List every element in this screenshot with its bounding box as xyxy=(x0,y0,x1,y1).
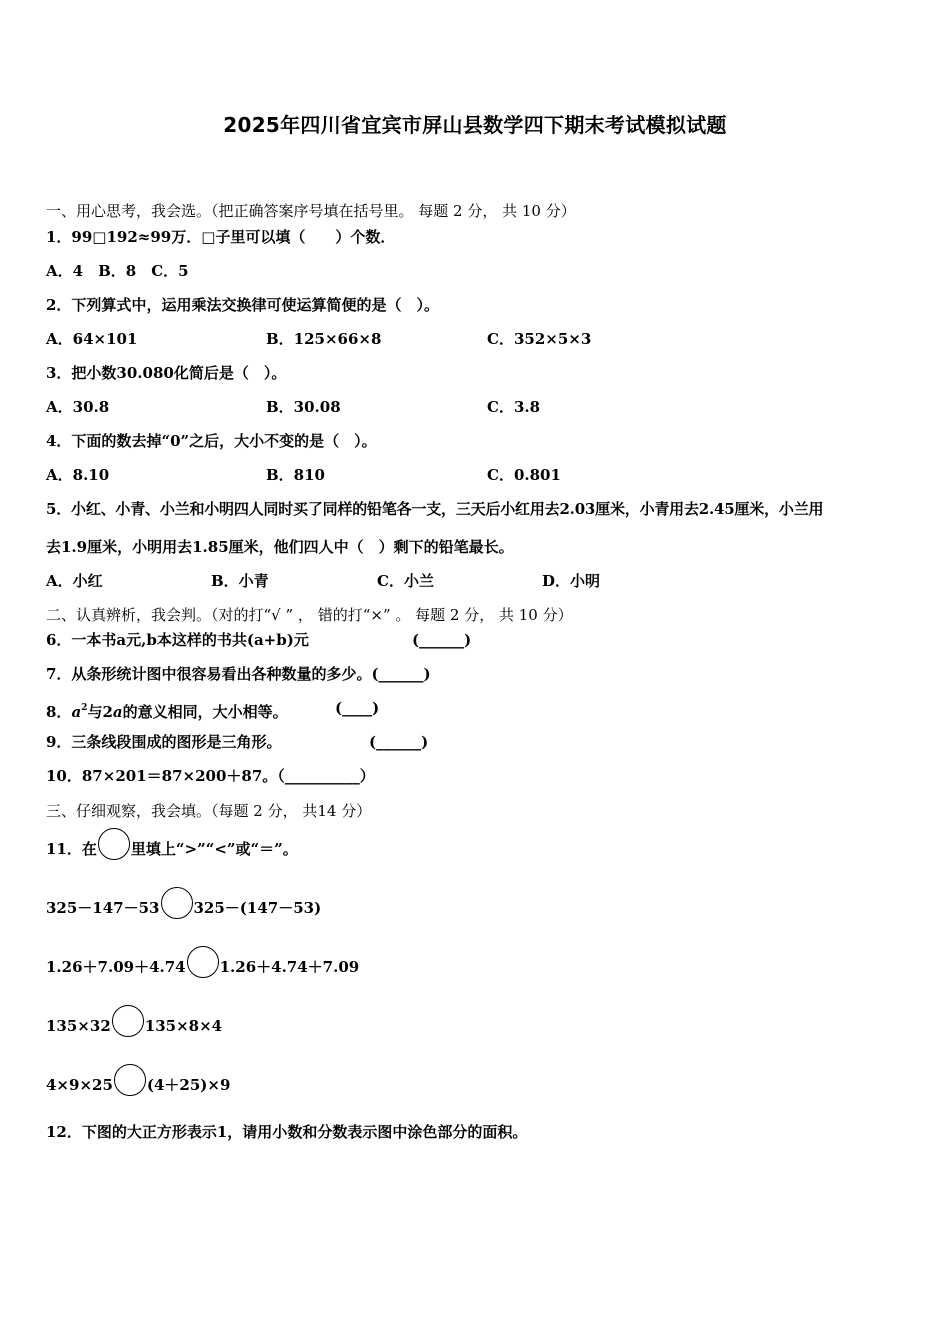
question-7-text: 7．从条形统计图中很容易看出各种数量的多少。(______) xyxy=(46,665,431,683)
question-3-text: 3．把小数30.080化简后是（ ）。 xyxy=(46,364,287,382)
question-11-prefix: 11．在 xyxy=(46,840,97,858)
comparison-right: 325－(147－53) xyxy=(193,899,322,917)
comparison-row-3 xyxy=(46,997,222,1037)
answer-circle[interactable] xyxy=(161,887,193,919)
section-1-heading: 一、用心思考，我会选。（把正确答案序号填在括号里。 每题 2 分， 共 10 分） xyxy=(46,202,576,220)
page-title: 2025年四川省宜宾市屏山县数学四下期末考试模拟试题 xyxy=(223,113,727,137)
question-4-text: 4．下面的数去掉“0”之后，大小不变的是（ ）。 xyxy=(46,432,377,450)
section-2-heading: 二、认真辨析，我会判。（对的打“√ ” ， 错的打“×” 。 每题 2 分， 共 10 分） xyxy=(46,606,573,624)
question-5-option-c: C．小兰 xyxy=(377,572,434,590)
question-4-option-c: C．0.801 xyxy=(487,466,561,484)
question-2-option-c: C．352×5×3 xyxy=(487,330,592,348)
question-2-option-a: A．64×101 xyxy=(46,330,138,348)
variable-a: a xyxy=(71,703,82,721)
comparison-row-4 xyxy=(46,1056,230,1096)
question-3-option-b: B．30.08 xyxy=(266,398,341,416)
comparison-row-2 xyxy=(46,938,359,978)
comparison-left: 4×9×25 xyxy=(46,1076,113,1094)
question-1-options: A．4 B．8 C．5 xyxy=(46,262,189,280)
comparison-right: 1.26＋4.74＋7.09 xyxy=(219,958,360,976)
question-5-option-b: B．小青 xyxy=(211,572,269,590)
question-6-blank: (______) xyxy=(412,631,472,649)
exponent: 2 xyxy=(81,703,88,713)
question-5-option-d: D．小明 xyxy=(542,572,601,590)
comparison-row-1 xyxy=(46,879,321,919)
variable-a-second: a xyxy=(112,703,123,721)
question-10-text: 10．87×201＝87×200＋87。（__________） xyxy=(46,767,375,785)
comparison-left: 325－147－53 xyxy=(46,899,160,917)
question-8-prefix: 8． xyxy=(46,703,72,721)
question-2-text: 2．下列算式中，运用乘法交换律可使运算简便的是（ ）。 xyxy=(46,296,439,314)
circle-placeholder-icon xyxy=(98,828,130,860)
question-5-text-line-1: 5．小红、小青、小兰和小明四人同时买了同样的铅笔各一支，三天后小红用去2.03厘米，小青用去2.45厘米，小兰用 xyxy=(46,500,824,518)
question-11-instruction xyxy=(46,820,298,860)
question-11-suffix: 里填上“>”“<”或“＝”。 xyxy=(130,840,298,858)
comparison-left: 135×32 xyxy=(46,1017,111,1035)
answer-circle[interactable] xyxy=(112,1005,144,1037)
question-8-mid: 与2 xyxy=(87,703,113,721)
question-4-option-a: A．8.10 xyxy=(46,466,110,484)
question-8-blank: (____) xyxy=(335,699,380,717)
question-5-option-a: A．小红 xyxy=(46,572,103,590)
question-5-text-line-2: 去1.9厘米，小明用去1.85厘米，他们四人中（ ）剩下的铅笔最长。 xyxy=(46,538,514,556)
question-8-line xyxy=(46,697,288,723)
comparison-left: 1.26＋7.09＋4.74 xyxy=(46,958,186,976)
question-8-suffix: 的意义相同，大小相等。 xyxy=(122,703,288,721)
question-9-blank: (______) xyxy=(369,733,429,751)
question-3-option-c: C．3.8 xyxy=(487,398,541,416)
comparison-right: 135×8×4 xyxy=(144,1017,223,1035)
section-3-heading: 三、仔细观察，我会填。（每题 2 分， 共14 分） xyxy=(46,802,372,820)
question-12-text: 12．下图的大正方形表示1，请用小数和分数表示图中涂色部分的面积。 xyxy=(46,1123,528,1141)
question-9-text: 9．三条线段围成的图形是三角形。 xyxy=(46,733,282,751)
answer-circle[interactable] xyxy=(114,1064,146,1096)
question-2-option-b: B．125×66×8 xyxy=(266,330,382,348)
question-1-text: 1．99□192≈99万．□子里可以填（ ）个数． xyxy=(46,228,396,246)
question-3-option-a: A．30.8 xyxy=(46,398,110,416)
question-4-option-b: B．810 xyxy=(266,466,325,484)
comparison-right: (4＋25)×9 xyxy=(146,1076,231,1094)
question-6-text: 6．一本书a元,b本这样的书共(a+b)元 xyxy=(46,631,309,649)
answer-circle[interactable] xyxy=(187,946,219,978)
